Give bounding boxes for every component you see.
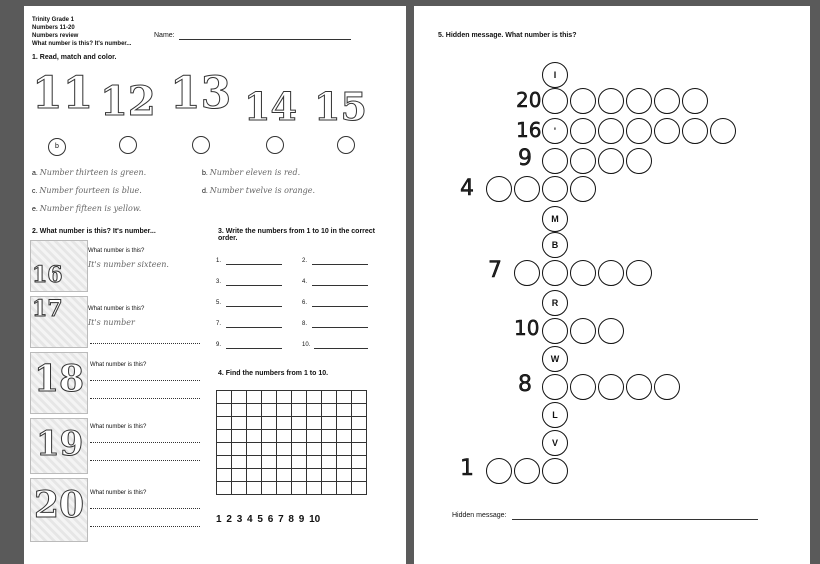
answer-17: It's number bbox=[88, 318, 135, 327]
answer-line-20b[interactable] bbox=[90, 526, 200, 527]
sentence-letter: a. bbox=[32, 170, 38, 177]
answer-circle-15[interactable] bbox=[337, 136, 355, 154]
number-image-14: 14 bbox=[244, 84, 297, 129]
answer-circle[interactable] bbox=[570, 176, 596, 202]
answer-circle[interactable] bbox=[626, 118, 652, 144]
find-number: 7 bbox=[278, 514, 284, 525]
clue-number-10: 10 bbox=[514, 316, 540, 340]
answer-circle[interactable] bbox=[542, 458, 568, 484]
answer-circle[interactable] bbox=[570, 260, 596, 286]
find-number: 4 bbox=[247, 514, 253, 525]
answer-circle[interactable] bbox=[570, 318, 596, 344]
sentence-text: Number eleven is red. bbox=[209, 168, 301, 177]
section-5-title: 5. Hidden message. What number is this? bbox=[438, 32, 577, 39]
order-label-5: 5. bbox=[216, 300, 222, 306]
order-label-4: 4. bbox=[302, 279, 308, 285]
answer-circle[interactable] bbox=[598, 88, 624, 114]
answer-line-19a[interactable] bbox=[90, 442, 200, 443]
header-line: What number is this? It's number... bbox=[32, 41, 132, 47]
sentence-letter: e. bbox=[32, 206, 38, 213]
clue-number-7: 7 bbox=[488, 258, 502, 283]
order-field-3[interactable] bbox=[226, 285, 282, 286]
answer-circle[interactable] bbox=[486, 458, 512, 484]
order-label-6: 6. bbox=[302, 300, 308, 306]
section-3-title: 3. Write the numbers from 1 to 10 in the correct order. bbox=[218, 228, 376, 242]
answer-circle[interactable] bbox=[542, 88, 568, 114]
sentence-letter: b. bbox=[202, 170, 208, 177]
sentence-a bbox=[32, 168, 146, 177]
section-1-title: 1. Read, match and color. bbox=[32, 54, 117, 61]
question-17: What number is this? bbox=[88, 306, 145, 312]
header-line: Trinity Grade 1 bbox=[32, 17, 75, 23]
answer-circle[interactable] bbox=[542, 148, 568, 174]
section-2-title: 2. What number is this? It's number... bbox=[32, 228, 156, 235]
answer-16: It's number sixteen. bbox=[88, 260, 169, 269]
hidden-message-label: Hidden message: bbox=[452, 512, 507, 519]
worksheet-page-2 bbox=[414, 6, 810, 564]
number-image-16: 16 bbox=[32, 262, 63, 288]
order-label-9: 9. bbox=[216, 342, 222, 348]
answer-circle[interactable] bbox=[598, 118, 624, 144]
find-number: 1 bbox=[216, 514, 222, 525]
answer-circle[interactable] bbox=[682, 118, 708, 144]
order-label-3: 3. bbox=[216, 279, 222, 285]
order-field-9[interactable] bbox=[226, 348, 282, 349]
answer-circle[interactable] bbox=[626, 148, 652, 174]
clue-number-16: 16 bbox=[516, 118, 542, 142]
answer-circle[interactable] bbox=[598, 260, 624, 286]
clue-number-1: 1 bbox=[460, 456, 474, 481]
question-20: What number is this? bbox=[90, 490, 147, 496]
letter-circle-M: M bbox=[542, 206, 568, 232]
order-label-10: 10. bbox=[302, 342, 311, 348]
order-field-1[interactable] bbox=[226, 264, 282, 265]
sentence-d bbox=[202, 186, 315, 195]
answer-circle[interactable] bbox=[710, 118, 736, 144]
answer-circle-12[interactable] bbox=[119, 136, 137, 154]
header-line: Numbers 11-20 bbox=[32, 25, 75, 31]
letter-circle-W: W bbox=[542, 346, 568, 372]
order-field-6[interactable] bbox=[312, 306, 368, 307]
answer-circle[interactable] bbox=[626, 374, 652, 400]
letter-circle-L: L bbox=[542, 402, 568, 428]
letter-circle-R: R bbox=[542, 290, 568, 316]
answer-circle[interactable] bbox=[570, 374, 596, 400]
answer-circle-14[interactable] bbox=[266, 136, 284, 154]
numbers-to-find bbox=[216, 514, 320, 525]
sentence-text: Number thirteen is green. bbox=[39, 168, 147, 177]
answer-circle[interactable] bbox=[542, 374, 568, 400]
answer-circle[interactable] bbox=[654, 118, 680, 144]
header-line: Numbers review bbox=[32, 33, 79, 39]
number-image-17: 17 bbox=[32, 296, 63, 322]
clue-number-8: 8 bbox=[518, 372, 532, 397]
find-number: 5 bbox=[257, 514, 263, 525]
section-4-title: 4. Find the numbers from 1 to 10. bbox=[218, 370, 329, 377]
answer-circle[interactable] bbox=[514, 176, 540, 202]
answer-circle[interactable] bbox=[570, 118, 596, 144]
letter-circle-B: B bbox=[542, 232, 568, 258]
number-image-12: 12 bbox=[100, 78, 156, 125]
sentence-text: Number fifteen is yellow. bbox=[39, 204, 142, 213]
order-field-5[interactable] bbox=[226, 306, 282, 307]
number-image-11: 11 bbox=[32, 68, 94, 119]
answer-circle[interactable] bbox=[598, 148, 624, 174]
letter-circle-V: V bbox=[542, 430, 568, 456]
order-field-10[interactable] bbox=[314, 348, 368, 349]
order-label-8: 8. bbox=[302, 321, 308, 327]
clue-number-4: 4 bbox=[460, 176, 474, 201]
order-field-7[interactable] bbox=[226, 327, 282, 328]
sentence-e bbox=[32, 204, 141, 213]
answer-circle-11[interactable]: b bbox=[48, 138, 66, 156]
answer-line-19b[interactable] bbox=[90, 460, 200, 461]
answer-circle[interactable] bbox=[654, 374, 680, 400]
answer-circle[interactable] bbox=[598, 374, 624, 400]
answer-circle[interactable] bbox=[654, 88, 680, 114]
answer-line-17[interactable] bbox=[90, 343, 200, 344]
find-number: 3 bbox=[236, 514, 243, 525]
sentence-c bbox=[32, 186, 142, 195]
sentence-text: Number twelve is orange. bbox=[209, 186, 316, 195]
number-image-15: 15 bbox=[314, 84, 367, 129]
letter-circle-I: I bbox=[542, 62, 568, 88]
sentence-b bbox=[202, 168, 300, 177]
sentence-text: Number fourteen is blue. bbox=[39, 186, 142, 195]
answer-circle[interactable] bbox=[542, 176, 568, 202]
clue-number-20: 20 bbox=[516, 88, 542, 112]
question-18: What number is this? bbox=[90, 362, 147, 368]
find-number: 2 bbox=[226, 514, 232, 525]
answer-circle[interactable] bbox=[598, 318, 624, 344]
clue-number-9: 9 bbox=[518, 146, 532, 171]
order-field-8[interactable] bbox=[312, 327, 368, 328]
name-field[interactable] bbox=[179, 39, 351, 40]
find-number: 9 bbox=[298, 514, 305, 525]
number-image-20: 20 bbox=[34, 484, 85, 526]
worksheet-page-1 bbox=[24, 6, 406, 564]
number-image-18: 18 bbox=[34, 358, 85, 400]
answer-line-20a[interactable] bbox=[90, 508, 200, 509]
answer-circle[interactable] bbox=[570, 148, 596, 174]
order-field-2[interactable] bbox=[312, 264, 368, 265]
word-search-grid[interactable] bbox=[216, 390, 367, 495]
answer-circle[interactable] bbox=[514, 260, 540, 286]
answer-line-18a[interactable] bbox=[90, 380, 200, 381]
answer-circle[interactable] bbox=[626, 88, 652, 114]
sentence-letter: c. bbox=[32, 188, 38, 195]
answer-circle[interactable] bbox=[514, 458, 540, 484]
name-label: Name: bbox=[154, 32, 175, 39]
question-16: What number is this? bbox=[88, 248, 145, 254]
answer-circle[interactable] bbox=[486, 176, 512, 202]
number-image-19: 19 bbox=[36, 424, 84, 464]
order-label-1: 1. bbox=[216, 258, 222, 264]
answer-circle[interactable] bbox=[626, 260, 652, 286]
order-label-7: 7. bbox=[216, 321, 222, 327]
answer-line-18b[interactable] bbox=[90, 398, 200, 399]
question-19: What number is this? bbox=[90, 424, 147, 430]
order-label-2: 2. bbox=[302, 258, 308, 264]
number-image-13: 13 bbox=[170, 68, 232, 119]
header-block bbox=[32, 16, 131, 48]
answer-circle-13[interactable] bbox=[192, 136, 210, 154]
letter-circle-apostrophe: ' bbox=[542, 118, 568, 144]
answer-circle[interactable] bbox=[542, 260, 568, 286]
find-number: 6 bbox=[267, 514, 274, 525]
find-number: 10 bbox=[309, 514, 321, 525]
answer-circle[interactable] bbox=[682, 88, 708, 114]
hidden-message-field[interactable] bbox=[512, 519, 758, 520]
sentence-letter: d. bbox=[202, 188, 208, 195]
answer-circle[interactable] bbox=[542, 318, 568, 344]
find-number: 8 bbox=[288, 514, 294, 525]
answer-circle[interactable] bbox=[570, 88, 596, 114]
order-field-4[interactable] bbox=[312, 285, 368, 286]
